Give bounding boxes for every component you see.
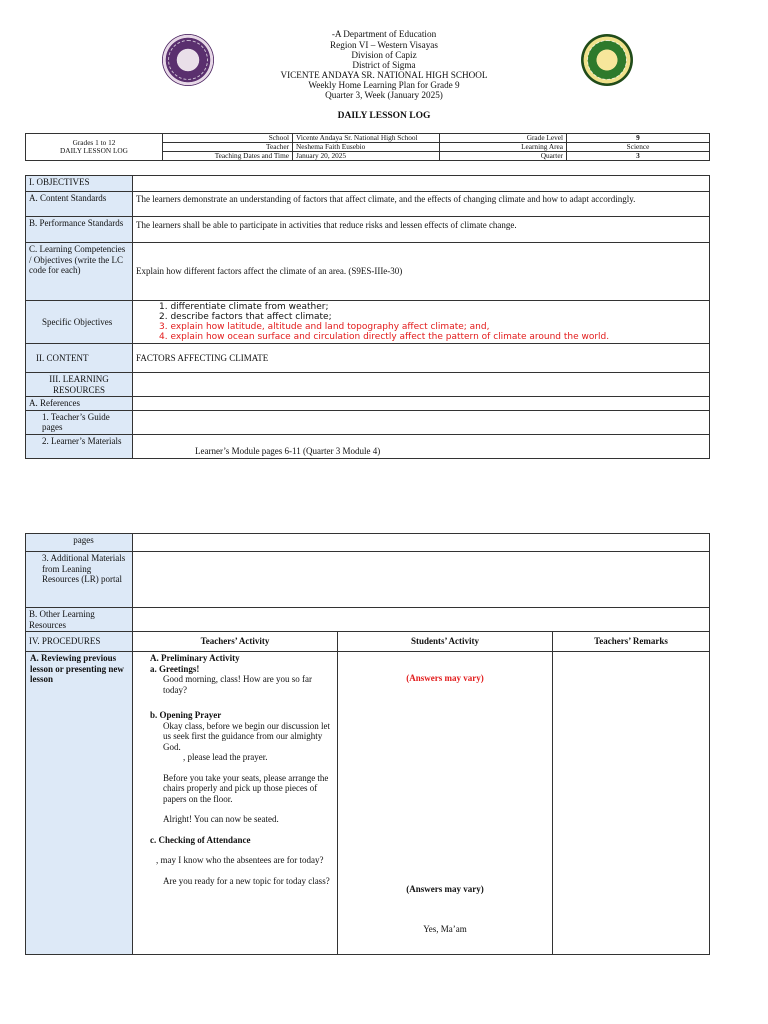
learners-materials-text: Learner’s Module pages 6-11 (Quarter 3 Module 4) [133,434,710,458]
objectives-heading: I. OBJECTIVES [26,176,133,192]
prayer-text: Okay class, before we begin our discussion let us seek first the guidance from our almighty God. [163,720,330,752]
specific-objectives-label: Specific Objectives [26,301,133,344]
attendance-heading: c. Checking of Attendance [150,834,251,845]
procedures-label: IV. PROCEDURES [26,632,133,652]
other-resources-blank [133,608,710,632]
performance-standards-text: The learners shall be able to participate in activities that reduce risks and lessen effects of climate change. [133,217,710,243]
lesson-info-table [25,133,710,161]
teachers-guide-blank [133,410,710,434]
teachers-remarks-header: Teachers’ Remarks [553,632,710,652]
teachers-activity-header: Teachers’ Activity [133,632,338,652]
competencies-text: Explain how different factors affect the climate of an area. (S9ES-IIIe-30) [133,243,710,301]
pages-blank [133,534,710,552]
objectives-table [25,175,710,459]
objective-item: 2. describe factors that affect climate; [159,312,332,322]
grades-label: Grades 1 to 12 [72,138,116,147]
header-line-3: Division of Capiz [351,50,417,60]
area-label: Learning Area [440,143,567,152]
page-title: DAILY LESSON LOG [337,111,431,121]
objective-item: 1. differentiate climate from weather; [159,302,329,312]
teachers-remarks-cell [553,652,710,955]
prelim-heading: A. Preliminary Activity [150,653,240,663]
prayer-text-2: , please lead the prayer. [183,752,268,762]
student-answer-yes: Yes, Ma’am [423,924,467,934]
additional-materials-label: 3. Additional Materials from Leaning Resources (LR) portal [26,552,133,608]
students-activity-header: Students’ Activity [338,632,553,652]
competencies-label: C. Learning Competencies / Objectives (write the LC code for each) [26,243,133,301]
grade-label: Grade Level [440,134,567,143]
teacher-value: Neshema Faith Eusebio [293,143,440,152]
document-header [0,0,768,130]
other-resources-label: B. Other Learning Resources [26,608,133,632]
quarter-label: Quarter [440,152,567,161]
header-line-4: District of Sigma [352,60,416,70]
resources-procedures-table [25,533,710,955]
content-standards-text: The learners demonstrate an understanding of factors that affect climate, and the effects of changing climate and how to adapt accordingly. [133,192,710,217]
references-label: A. References [26,397,133,411]
school-label: School [163,134,293,143]
resources-label: III. LEARNING RESOURCES [26,373,133,397]
dates-label: Teaching Dates and Time [163,152,293,161]
student-answer-1: (Answers may vary) [406,673,484,683]
attendance-text: , may I know who the absentees are for today? [156,855,324,865]
prayer-heading: b. Opening Prayer [150,710,222,720]
objective-item: 3. explain how latitude, altitude and land topography affect climate; and, [159,322,490,332]
greetings-text: Good morning, class! How are you so far today? [163,674,312,695]
header-line-2: Region VI – Western Visayas [330,40,438,50]
learners-materials-label: 2. Learner’s Materials [26,434,133,458]
references-blank [133,397,710,411]
dates-value: January 20, 2025 [293,152,440,161]
seating-text: Before you take your seats, please arrange the chairs properly and pick up those pieces of papers on the floor. [163,772,329,804]
dll-label: DAILY LESSON LOG [60,146,128,155]
content-label: II. CONTENT [26,344,133,373]
quarter-value: 3 [567,152,710,161]
school-value: Vicente Andaya Sr. National High School [293,134,440,143]
reviewing-lesson-label: A. Reviewing previous lesson or presenting new lesson [26,652,133,955]
specific-objectives-list [133,301,710,344]
content-standards-label: A. Content Standards [26,192,133,217]
content-text: FACTORS AFFECTING CLIMATE [133,344,710,373]
ready-text: Are you ready for a new topic for today class? [163,875,330,886]
header-line-1: -A Department of Education [331,29,437,39]
teachers-activity-cell [133,652,338,955]
pages-label: pages [26,534,133,552]
objective-item: 4. explain how ocean surface and circulation directly affect the pattern of climate around the world. [159,332,610,342]
grade-value: 9 [567,134,710,143]
info-left-label [26,134,163,161]
students-activity-cell [338,652,553,955]
seated-text: Alright! You can now be seated. [163,814,279,824]
performance-standards-label: B. Performance Standards [26,217,133,243]
teacher-label: Teacher [163,143,293,152]
additional-materials-blank [133,552,710,608]
student-answer-2: (Answers may vary) [406,883,484,894]
resources-blank [133,373,710,397]
greetings-heading: a. Greetings! [150,663,200,674]
header-line-5: VICENTE ANDAYA SR. NATIONAL HIGH SCHOOL [280,70,488,80]
header-line-7: Quarter 3, Week (January 2025) [325,90,443,100]
header-line-6: Weekly Home Learning Plan for Grade 9 [308,80,460,90]
teachers-guide-label: 1. Teacher’s Guide pages [26,410,133,434]
objectives-blank [133,176,710,192]
area-value: Science [567,143,710,152]
